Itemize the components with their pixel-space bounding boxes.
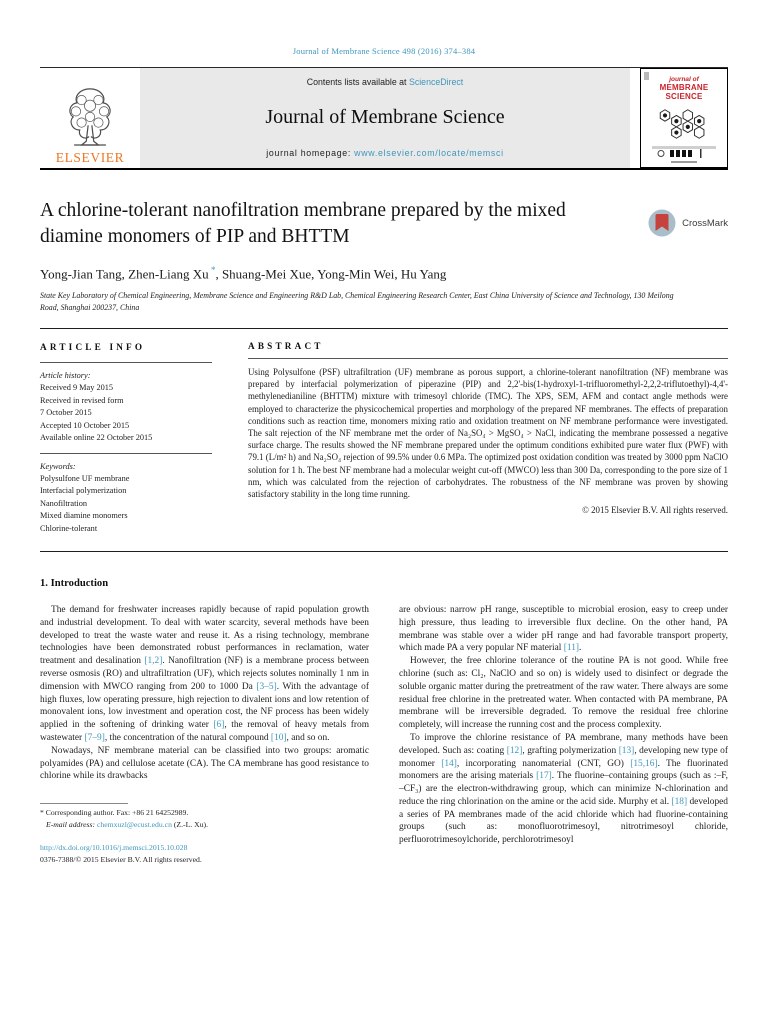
- article-info-heading: ARTICLE INFO: [40, 341, 212, 363]
- text-segment: , the concentration of the natural compound: [104, 732, 271, 743]
- keyword: Polysulfone UF membrane: [40, 473, 130, 483]
- text-segment: Yong-Jian Tang, Zhen-Liang Xu: [40, 266, 209, 282]
- crossmark-icon: [647, 208, 677, 238]
- text-segment: . The fluorinated monomers are the arising materials: [399, 758, 729, 782]
- text-segment: , and so on.: [286, 732, 330, 743]
- contents-line: [307, 77, 463, 87]
- keywords-list: [40, 461, 212, 536]
- running-head-citation: Journal of Membrane Science 498 (2016) 374–384: [292, 46, 476, 56]
- crossmark-badge[interactable]: [647, 208, 728, 238]
- homepage-label: journal homepage:: [266, 148, 355, 158]
- issn-copyright-line: 0376-7388/© 2015 Elsevier B.V. All rights reserved.: [40, 854, 202, 864]
- homepage-line: [266, 148, 504, 158]
- copyright-line: © 2015 Elsevier B.V. All rights reserved.: [582, 505, 728, 516]
- cover-title-line3: SCIENCE: [665, 92, 703, 102]
- corresponding-author-star[interactable]: *: [208, 265, 216, 276]
- cover-publisher-marks-icon: [656, 149, 712, 158]
- authors-line: [40, 265, 728, 282]
- keyword: Mixed diamine monomers: [40, 511, 128, 521]
- keyword: Chlorine-tolerant: [40, 523, 98, 533]
- corresponding-author-note: * Corresponding author. Fax: +86 21 64252989.: [40, 808, 189, 818]
- intro-paragraph-1: [40, 604, 369, 745]
- cover-title-line1: journal of: [669, 76, 699, 83]
- citation-ref[interactable]: [11]: [563, 643, 580, 654]
- homepage-link[interactable]: www.elsevier.com/locate/memsci: [354, 148, 504, 158]
- citation-ref[interactable]: [3–5]: [256, 681, 277, 692]
- article-title: A chlorine-tolerant nanofiltration membrane prepared by the mixed diamine monomers of PIP and BHTTM: [40, 200, 566, 248]
- intro-paragraph-5: [399, 732, 728, 847]
- crossmark-label: CrossMark: [682, 217, 728, 229]
- text-segment: . Nanofiltration (NF) is a membrane process between reverse osmosis (RO) and ultrafiltration (UF), which rejects solutes nominally 1 nm in dimension with MWCO ranging from 200 to 1000 Da: [40, 656, 369, 692]
- history-entry: 7 October 2015: [40, 408, 92, 418]
- right-column: [399, 604, 728, 866]
- abstract-column: [248, 341, 728, 535]
- sciencedirect-link[interactable]: ScienceDirect: [408, 77, 464, 87]
- citation-ref[interactable]: [6]: [213, 720, 225, 731]
- article-info-column: [40, 341, 212, 535]
- journal-cover-thumbnail[interactable]: [640, 68, 728, 168]
- text-segment: are obvious: narrow pH range, susceptible to microbial erosion, easy to creep under high pressure, thus leading to irreversible flux decline. On the other hand, PA membrane was stable over a wider pH range and had favorable transport property, which made PA a very popular NF material: [399, 605, 728, 654]
- title-block: [40, 198, 728, 250]
- citation-ref[interactable]: [10]: [270, 732, 287, 743]
- abstract-text: Using Polysulfone (PSF) ultrafiltration (UF) membrane as porous support, a chlorine-tolerant nanofiltration (NF) membrane was prepared by interfacial polymerization of piperazine (PIP) and 2,2'-bis(1-hydroxyl-1-trifluoromethyl-2,2,2-triflutoethyl)-4,4'-methylenedianiline (BHTTM) mixture with trimesoyl chloride (TMC). The XPS, SEM, AFM and contact angle methods were employed to characterize the physicochemical properties and morphology of the prepared NF membranes. The effects of preparation conditions such as reaction time, monomers mixing ratio and oxidation treatment on NF membrane performance were investigated. The salt rejection of the NF membrane met the order of Na₂SO₄ > MgSO₄ > NaCl, indicating the membrane possessed a negative surface charge. The results showed the NF membrane prepared under the optimum conditions exhibited pure water flux (PWF) with 79.1 (L/m² h) and Na₂SO₄ rejection of 99.5% under 0.6 MPa. The optimized post oxidation condition was treated by 3000 ppm NaClO solution for 1 h. The best NF membrane had a molecular weight cut-off (MWCO) less than 300 Da, corresponding to the pore size of 1 nm, which was calculated from the rejection of carbohydrates. The robustness of the NF membrane was proven by showing satisfactory stability in the long time running.: [248, 367, 728, 499]
- keyword: Nanofiltration: [40, 498, 88, 508]
- history-entry: Received 9 May 2015: [40, 383, 114, 393]
- citation-ref[interactable]: [15,16]: [630, 758, 658, 769]
- journal-title: Journal of Membrane Science: [265, 106, 505, 128]
- text-segment: (Z.-L. Xu).: [171, 820, 209, 829]
- elsevier-logo[interactable]: [40, 68, 140, 168]
- text-segment: . The fluorine–containing groups (such as :–F, –CF₃) are the electron-withdrawing group, which can minimize N-chlorination and reduce the ring chlorination on the amine or the acid side. Murphy et al.: [399, 771, 728, 807]
- citation-ref[interactable]: [1,2]: [144, 656, 163, 667]
- intro-paragraph-4: However, the free chlorine tolerance of the routine PA is not good. While free chlorine (such as: Cl₂, NaClO and so on) is widely used to disinfect or degrade the soluble organic matter during the pretreatment of the raw water. There always are some residual free chlorine in the pretreated water. When contacted with PA membrane, PA membrane will be irreversible degraded. To remove the residual free chlorine completely, will increase the running cost and the process complexity.: [399, 656, 728, 731]
- text-segment: E-mail address:: [46, 820, 97, 829]
- affiliation: State Key Laboratory of Chemical Engineering, Membrane Science and Engineering R&D Lab, Chemical Engineering Research Center, East China University of Science and Technology, 130 Meilong Road, Shanghai 200237, China: [40, 290, 674, 312]
- footnote-divider: [40, 803, 128, 804]
- cover-footer-marks: [656, 149, 712, 158]
- text-segment: The demand for freshwater increases rapidly because of rapid population growth and industrial development. To deal with water scarcity, several methods have been developed to treat the waste water and reuse it. As a rising technology, membrane technologies have been demonstrated robust performances in reclamation, water treatment and desalination: [40, 605, 369, 667]
- intro-paragraph-2: Nowadays, NF membrane material can be classified into two groups: aromatic polyamides (PA) and cellulose acetate (CA). The CA membrane has good resistance to chlorine while its drawbacks: [40, 745, 369, 782]
- left-column: [40, 604, 369, 866]
- text-segment: . With the advantage of high fluxes, low operating pressure, high rejection to divalent ions and low retention of monovalent ions, low investment and operation cost, the NF process has been widely applied in the softening of drinking water: [40, 681, 369, 731]
- text-segment: , grafting polymerization: [522, 745, 619, 756]
- intro-paragraph-3: [399, 604, 728, 655]
- history-entry: Received in revised form: [40, 395, 124, 405]
- journal-masthead: [40, 67, 728, 170]
- text-segment: .: [579, 643, 582, 654]
- citation-ref[interactable]: [14]: [441, 758, 457, 769]
- citation-ref[interactable]: [13]: [618, 745, 635, 756]
- article-info-abstract-block: [40, 328, 728, 552]
- elsevier-tree-icon: [61, 83, 119, 149]
- contents-prefix: Contents lists available at: [306, 77, 409, 87]
- text-segment: , Shuang-Mei Xue, Yong-Min Wei, Hu Yang: [215, 266, 447, 282]
- citation-ref[interactable]: [18]: [671, 796, 688, 807]
- abstract-heading: ABSTRACT: [248, 341, 728, 359]
- article-history: [40, 370, 212, 454]
- cover-corner-mark: [644, 72, 649, 80]
- text-segment: , developing new type of monomer: [399, 745, 728, 769]
- citation-ref[interactable]: [7–9]: [84, 732, 105, 743]
- email-line: [40, 819, 369, 831]
- citation-ref[interactable]: [12]: [506, 745, 523, 756]
- molecule-pattern-icon: [650, 105, 718, 143]
- text-segment: To improve the chlorine resistance of PA membrane, many methods have been developed. Such as: coating: [399, 732, 728, 756]
- cover-title-line2: MEMBRANE: [659, 83, 709, 93]
- text-segment: , the removal of heavy metals from wastewater: [40, 720, 369, 743]
- body-columns: [40, 604, 728, 866]
- keywords-label: Keywords:: [40, 461, 76, 471]
- history-entry: Accepted 10 October 2015: [40, 420, 130, 430]
- footnote-block: [40, 803, 369, 866]
- text-segment: developed a series of PA membranes made of the acid chloride which had fluorine-containing groups (such as: monofluorotrimesoyl, nitrotrimesoyl chloride, perfluorotrimesoylchoride, perchlorotrimesoyl: [399, 796, 728, 846]
- history-entry: Available online 22 October 2015: [40, 433, 153, 443]
- text-segment: , incorporating nanomaterial (CNT, GO): [456, 758, 631, 769]
- section-heading-introduction: 1. Introduction: [40, 578, 109, 590]
- citation-ref[interactable]: [17]: [536, 771, 552, 782]
- elsevier-wordmark: ELSEVIER: [55, 150, 125, 165]
- email-link[interactable]: chemxuzl@ecust.edu.cn: [96, 820, 172, 829]
- article-history-label: Article history:: [40, 370, 91, 380]
- doi-link[interactable]: http://dx.doi.org/10.1016/j.memsci.2015.10.028: [40, 842, 188, 852]
- cover-bottom-bar: [671, 161, 697, 163]
- masthead-center: [140, 68, 630, 168]
- keyword: Interfacial polymerization: [40, 486, 127, 496]
